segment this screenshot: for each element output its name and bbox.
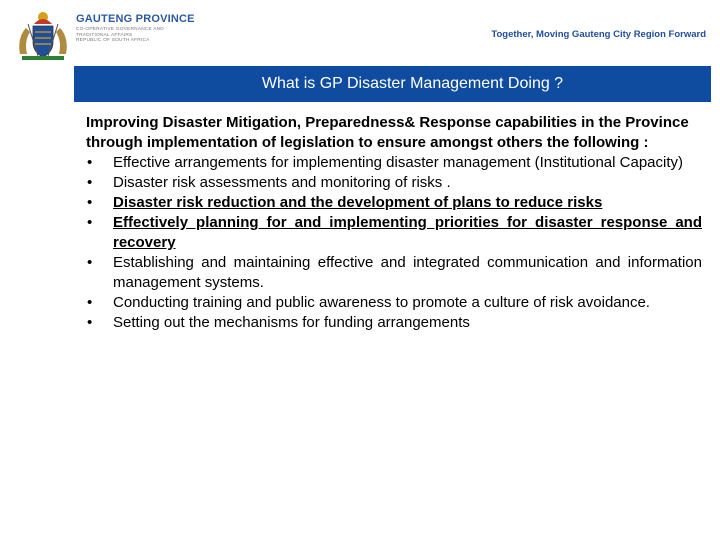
title-banner: [74, 66, 711, 102]
org-name: GAUTENG PROVINCE: [76, 13, 195, 25]
slide-title: What is GP Disaster Management Doing ?: [261, 75, 564, 92]
list-item: [86, 173, 702, 193]
org-subtitle: [76, 27, 196, 44]
list-item-text: Effective arrangements for implementing disaster management (Institutional Capacity): [113, 154, 683, 171]
bullet-icon: •: [87, 214, 93, 231]
list-item: [86, 213, 702, 253]
bullet-list: [86, 153, 702, 333]
org-sub-line-1: CO-OPERATIVE GOVERNANCE AND: [76, 27, 164, 32]
org-sub-line-3: REPUBLIC OF SOUTH AFRICA: [76, 38, 150, 44]
list-item: [86, 253, 702, 293]
list-item: [86, 313, 702, 333]
org-sub-line-2: TRADITIONAL AFFAIRS: [76, 32, 133, 38]
slide-content: [86, 113, 702, 333]
list-item-text: Establishing and maintaining effective and integrated communication and information management systems.: [113, 254, 702, 291]
bullet-icon: •: [87, 174, 93, 191]
list-item-text: Conducting training and public awareness to promote a culture of risk avoidance.: [113, 294, 650, 311]
bullet-icon: •: [87, 194, 93, 211]
bullet-icon: •: [87, 294, 93, 311]
list-item-text: Disaster risk reduction and the development of plans to reduce risks: [113, 194, 603, 211]
list-item: [86, 193, 702, 213]
bullet-icon: •: [87, 314, 93, 331]
bullet-icon: •: [87, 154, 93, 171]
bullet-icon: •: [87, 254, 93, 271]
tagline: Together, Moving Gauteng City Region Forward: [491, 29, 706, 40]
list-item-text: Disaster risk assessments and monitoring of risks .: [113, 174, 451, 191]
coat-of-arms-icon: [14, 10, 72, 62]
list-item-text: Effectively planning for and implementing priorities for disaster response and recovery: [113, 214, 702, 251]
intro-paragraph: Improving Disaster Mitigation, Preparedness& Response capabilities in the Province through implementation of legislation to ensure amongst others the following :: [86, 114, 689, 151]
organisation-block: [76, 13, 196, 44]
list-item: [86, 153, 702, 173]
list-item-text: Setting out the mechanisms for funding arrangements: [113, 314, 470, 331]
list-item: [86, 293, 702, 313]
